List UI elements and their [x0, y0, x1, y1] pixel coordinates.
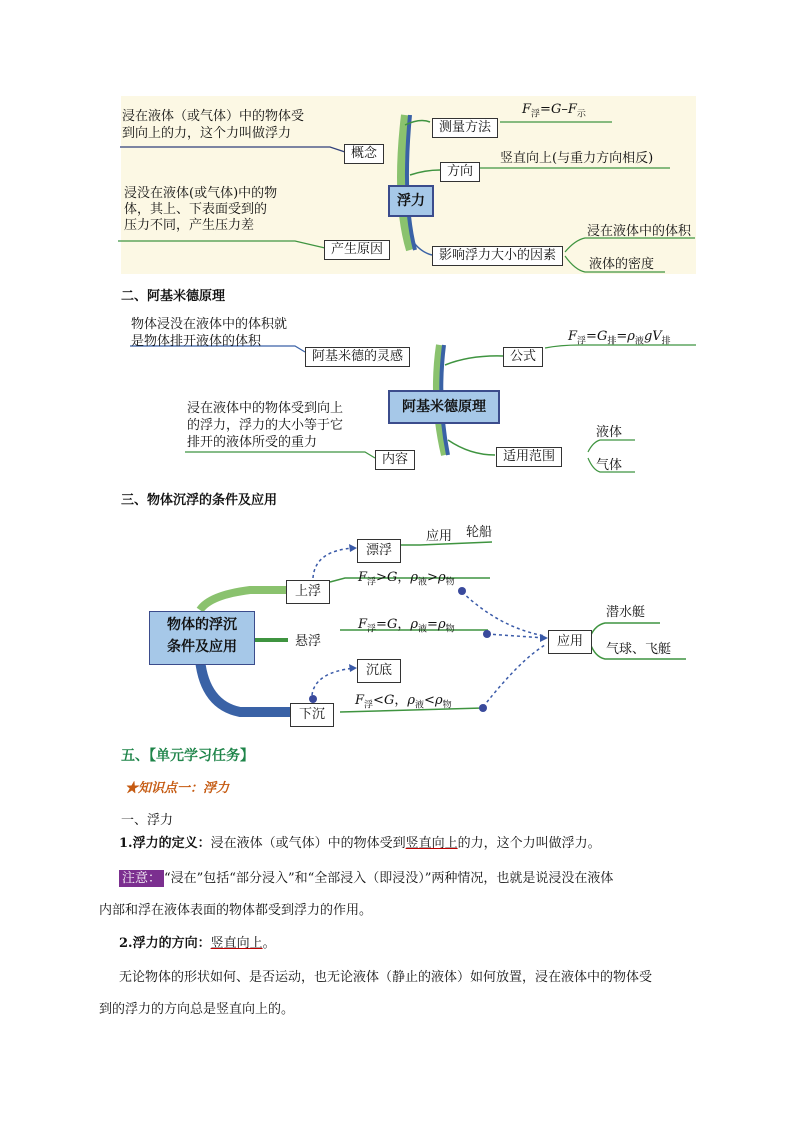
node-bottom: 沉底 — [357, 659, 401, 683]
node-factors: 影响浮力大小的因素 — [432, 246, 563, 266]
concept-text: 浸在液体（或气体）中的物体受 到向上的力，这个力叫做浮力 — [122, 109, 305, 141]
node-sink-float: 物体的浮沉 条件及应用 — [149, 611, 255, 665]
node-archimedes: 阿基米德原理 — [388, 390, 500, 424]
branch-line — [200, 660, 290, 712]
node-concept: 概念 — [344, 144, 384, 164]
measure-formula: $F_浮=G-F_示$ — [522, 102, 586, 120]
condition-rise: $F_浮>G$，$\rho_液>\rho_物$ — [358, 570, 455, 588]
node-scope: 适用范围 — [496, 447, 562, 467]
branch-line — [590, 623, 660, 637]
dot — [479, 704, 487, 712]
note-paragraph: 注意： “浸在”包括“部分浸入”和“全部浸入（即浸没）”两种情况，也就是说浸没在液体 — [119, 863, 679, 895]
branch-line — [185, 452, 375, 458]
dotted-arrow — [313, 548, 355, 578]
node-buoyancy: 浮力 — [388, 185, 434, 217]
dot — [458, 587, 466, 595]
dot — [309, 695, 317, 703]
arrow-head — [540, 634, 548, 642]
apply-label: 应用 — [426, 529, 453, 544]
heading-unit-tasks: 五、【单元学习任务】 — [121, 748, 254, 764]
subheading-buoyancy: 一、浮力 — [121, 813, 174, 828]
dotted-arrow — [483, 645, 545, 707]
insp-text: 物体浸没在液体中的体积就 是物体排开液体的体积 — [131, 317, 288, 349]
note-label: 注意： — [119, 870, 164, 887]
direction-explanation: 无论物体的形状如何、是否运动，也无论液体（静止的液体）如何放置，浸在液体中的物体受 — [119, 970, 653, 985]
direction-paragraph: 2.浮力的方向：竖直向上。 — [119, 936, 276, 951]
node-sink: 下沉 — [290, 703, 334, 727]
node-content: 内容 — [375, 450, 415, 470]
arrow-head — [349, 544, 357, 552]
definition-paragraph: 1.浮力的定义：浸在液体（或气体）中的物体受到竖直向上的力，这个力叫做浮力。 — [119, 836, 601, 851]
condition-sink: $F_浮<G$，$\rho_液<\rho_物$ — [355, 693, 452, 711]
node-rise: 上浮 — [286, 580, 330, 604]
heading-archimedes: 二、阿基米德原理 — [121, 289, 226, 304]
branch-line — [410, 170, 440, 175]
heading-sink-float: 三、物体沉浮的条件及应用 — [121, 493, 278, 508]
branch-line — [445, 356, 503, 365]
branch-line — [565, 238, 695, 252]
arrow-head — [349, 664, 357, 672]
branch-line — [120, 147, 345, 152]
condition-suspend: $F_浮=G$，$\rho_液=\rho_物$ — [358, 617, 455, 635]
knowledge-point-title: ★知识点一：浮力 — [125, 781, 230, 796]
cause-text: 浸没在液体(或气体)中的物 体，其上、下表面受到的 压力不同，产生压力差 — [124, 186, 278, 233]
scope-liquid: 液体 — [596, 425, 623, 440]
node-cause: 产生原因 — [324, 240, 390, 260]
node-float: 漂浮 — [357, 539, 401, 563]
node-application: 应用 — [548, 630, 592, 654]
note-paragraph-cont: 内部和浮在液体表面的物体都受到浮力的作用。 — [99, 903, 373, 918]
scope-gas: 气体 — [596, 458, 623, 473]
node-formula: 公式 — [503, 347, 543, 367]
underlined-term: 竖直向上 — [210, 936, 263, 951]
branch-line — [588, 440, 635, 452]
factor-volume: 浸在液体中的体积 — [587, 224, 692, 239]
archimedes-formula: $F_浮=G_排=\rho_液gV_排$ — [568, 329, 671, 347]
branch-line — [200, 590, 286, 610]
dot — [483, 630, 491, 638]
node-suspend: 悬浮 — [295, 634, 322, 649]
ship-text: 轮船 — [466, 525, 493, 540]
dotted-arrow — [312, 668, 355, 695]
node-measure: 测量方法 — [432, 118, 498, 138]
underlined-term: 竖直向上 — [405, 836, 458, 851]
content-text: 浸在液体中的物体受到向上 的浮力，浮力的大小等于它 排开的液体所受的重力 — [187, 401, 344, 450]
branch-line — [448, 440, 495, 455]
factor-density: 液体的密度 — [589, 257, 655, 272]
app-balloon: 气球、飞艇 — [606, 642, 672, 657]
branch-line — [118, 241, 325, 248]
node-direction: 方向 — [440, 162, 480, 182]
direction-explanation-cont: 到的浮力的方向总是竖直向上的。 — [99, 1002, 295, 1017]
app-submarine: 潜水艇 — [606, 605, 646, 620]
node-inspiration: 阿基米德的灵感 — [305, 347, 410, 367]
direction-text: 竖直向上(与重力方向相反) — [500, 151, 654, 166]
